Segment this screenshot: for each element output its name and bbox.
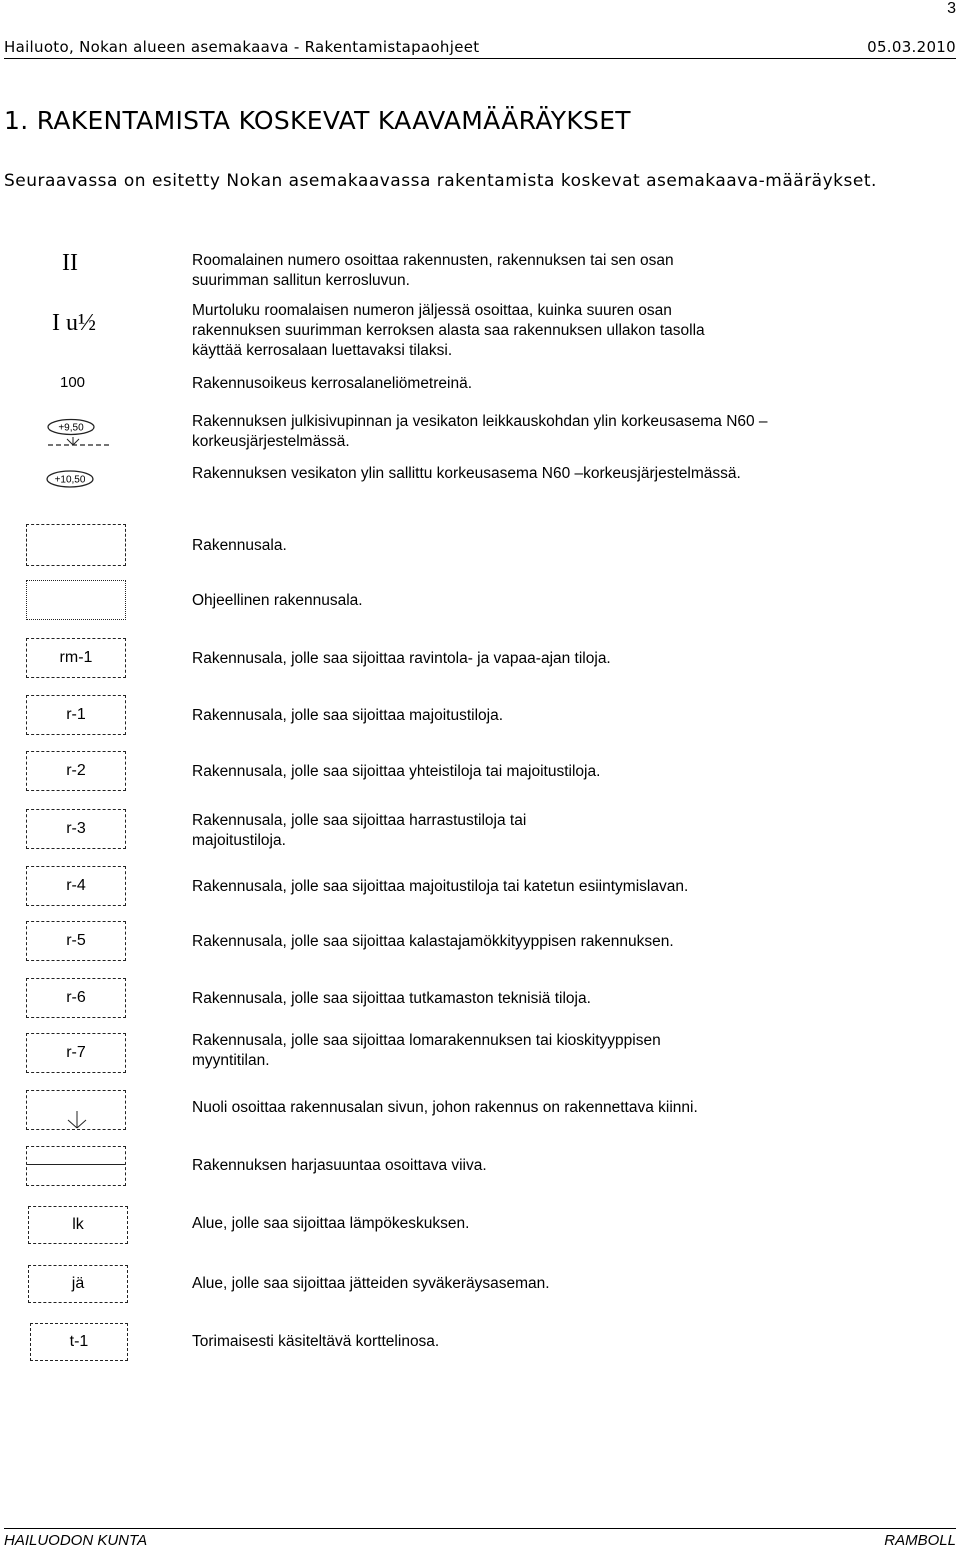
zone-symbol-r-3: r-3	[26, 809, 126, 849]
legend-description: Rakennusala.	[192, 537, 287, 554]
roof-height-symbol	[46, 469, 102, 489]
roof-ridge-direction-symbol	[26, 1146, 126, 1186]
section-title: 1. RAKENTAMISTA KOSKEVAT KAAVAMÄÄRÄYKSET	[4, 106, 631, 135]
zone-symbol-ja: jä	[28, 1265, 128, 1303]
zone-symbol-r-7: r-7	[26, 1033, 126, 1073]
legend-description: Rakennusala, jolle saa sijoittaa majoitustiloja tai katetun esiintymislavan.	[192, 878, 689, 895]
ridge-line	[27, 1164, 125, 1165]
legend-description: Rakennusala, jolle saa sijoittaa ravintola- ja vapaa-ajan tiloja.	[192, 650, 611, 667]
zone-symbol-r-2: r-2	[26, 751, 126, 791]
building-side-arrow-symbol	[26, 1090, 126, 1130]
legend-description: Rakennusala, jolle saa sijoittaa tutkamaston teknisiä tiloja.	[192, 990, 591, 1007]
zone-symbol-rm-1: rm-1	[26, 638, 126, 678]
legend-description: Rakennusala, jolle saa sijoittaa kalastajamökkityyppisen rakennuksen.	[192, 933, 674, 950]
legend-description: Alue, jolle saa sijoittaa lämpökeskuksen.	[192, 1215, 470, 1232]
legend-description: Rakennusala, jolle saa sijoittaa lomarakennuksen tai kioskityyppisen myyntitilan.	[192, 1032, 661, 1069]
roof-height-label: +10,50	[54, 474, 86, 486]
legend-description: Rakennuksen vesikaton ylin sallittu korkeusasema N60 –korkeusjärjestelmässä.	[192, 465, 741, 482]
zone-symbol-r-1: r-1	[26, 695, 126, 735]
floor-area-symbol: 100	[60, 374, 86, 391]
legend-description: Ohjeellinen rakennusala.	[192, 592, 363, 609]
legend-description: Rakennuksen julkisivupinnan ja vesikaton leikkauskohdan ylin korkeusasema N60 –korkeusjärjestelmässä.	[192, 413, 768, 450]
intro-paragraph: Seuraavassa on esitetty Nokan asemakaavassa rakentamista koskevat asemakaava-määräykset.	[4, 171, 877, 191]
legend-description: Nuoli osoittaa rakennusalan sivun, johon rakennus on rakennettava kiinni.	[192, 1099, 698, 1116]
eaves-height-label: +9,50	[58, 422, 84, 434]
legend-description: Rakennusala, jolle saa sijoittaa yhteistiloja tai majoitustiloja.	[192, 763, 601, 780]
footer-organization: HAILUODON KUNTA	[4, 1532, 148, 1549]
zone-symbol-r-4: r-4	[26, 866, 126, 906]
arrow-down-icon	[65, 1109, 89, 1129]
zone-symbol-lk: lk	[28, 1206, 128, 1244]
legend-description: Rakennusoikeus kerrosalaneliömetreinä.	[192, 375, 473, 392]
zone-symbol-r-5: r-5	[26, 921, 126, 961]
building-area-symbol	[26, 524, 126, 566]
header-document-title: Hailuoto, Nokan alueen asemakaava - Rakentamistapaohjeet	[4, 38, 480, 56]
indicative-building-area-symbol	[26, 580, 126, 620]
page-header	[4, 38, 956, 59]
eaves-height-symbol	[46, 418, 116, 452]
legend-description: Alue, jolle saa sijoittaa jätteiden syväkeräysaseman.	[192, 1275, 550, 1292]
zone-symbol-t-1: t-1	[30, 1323, 128, 1361]
legend-description: Rakennusala, jolle saa sijoittaa majoitustiloja.	[192, 707, 504, 724]
fraction-symbol: I u½	[52, 310, 96, 336]
zone-symbol-r-6: r-6	[26, 978, 126, 1018]
header-date: 05.03.2010	[867, 38, 956, 56]
legend-description: Rakennusala, jolle saa sijoittaa harrastustiloja tai majoitustiloja.	[192, 812, 527, 849]
roman-numeral-symbol: II	[62, 250, 78, 276]
legend-description: Rakennuksen harjasuuntaa osoittava viiva.	[192, 1157, 487, 1174]
legend-description: Roomalainen numero osoittaa rakennusten, rakennuksen tai sen osan suurimman sallitun kerrosluvun.	[192, 252, 674, 289]
page-number: 3	[947, 0, 956, 17]
legend-description: Torimaisesti käsiteltävä korttelinosa.	[192, 1333, 440, 1350]
page-footer	[4, 1528, 956, 1551]
legend-description: Murtoluku roomalaisen numeron jäljessä osoittaa, kuinka suuren osan rakennuksen suurimman kerroksen alasta saa rakennuksen ullakon tasolla käyttää kerrosalaan luettavaksi tilaksi.	[192, 302, 705, 359]
footer-company: RAMBOLL	[884, 1532, 956, 1549]
